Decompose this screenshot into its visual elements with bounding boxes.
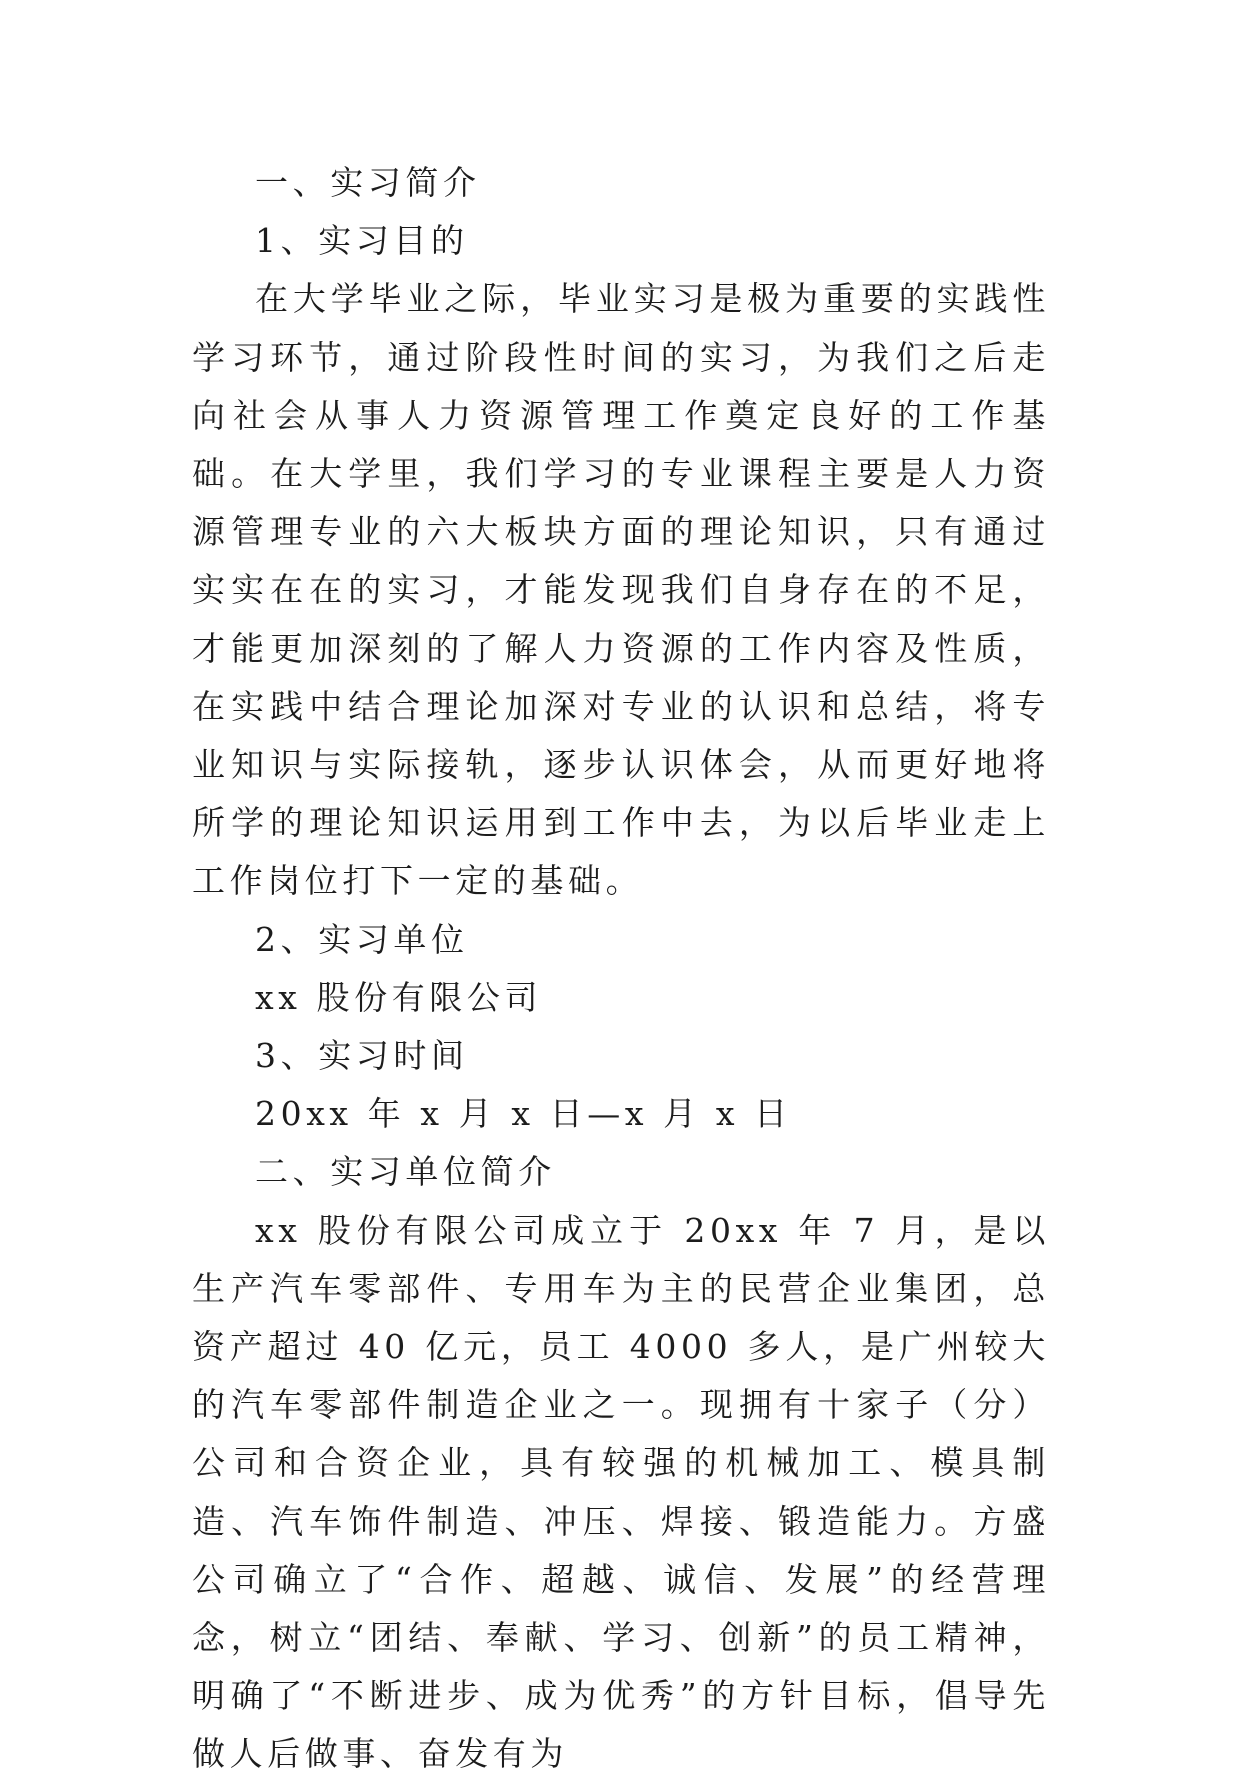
document-body xyxy=(192,154,1050,1784)
paragraph-internship-purpose: 在大学毕业之际，毕业实习是极为重要的实践性学习环节，通过阶段性时间的实习，为我们之后走向社会从事人力资源管理工作奠定良好的工作基础。在大学里，我们学习的专业课程主要是人力资源管理专业的六大板块方面的理论知识，只有通过实实在在的实习，才能发现我们自身存在的不足，才能更加深刻的了解人力资源的工作内容及性质，在实践中结合理论加深对专业的认识和总结，将专业知识与实际接轨，逐步认识体会，从而更好地将所学的理论知识运用到工作中去，为以后毕业走上工作岗位打下一定的基础。 xyxy=(192,279,1050,901)
section-heading-internship-intro: 一、实习简介 xyxy=(255,163,481,202)
subheading-internship-time: 3、实习时间 xyxy=(255,1036,469,1076)
subheading-internship-unit: 2、实习单位 xyxy=(255,919,469,959)
subheading-internship-purpose: 1、实习目的 xyxy=(255,221,469,261)
paragraph-company-name: xx 股份有限公司 xyxy=(255,977,543,1017)
paragraph-internship-dates: 20xx 年 x 月 x 日—x 月 x 日 xyxy=(255,1094,792,1134)
section-heading-company-intro: 二、实习单位简介 xyxy=(255,1152,556,1192)
paragraph-company-intro: xx 股份有限公司成立于 20xx 年 7 月，是以生产汽车零部件、专用车为主的民营企业集团，总资产超过 40 亿元，员工 4000 多人，是广州较大的汽车零部件制造企业之一。现拥有十家子（分）公司和合资企业，具有较强的机械加工、模具制造、汽车饰件制造、冲压、焊接、锻造能力。方盛公司确立了“合作、超越、诚信、发展”的经营理念，树立“团结、奉献、学习、创新”的员工精神，明确了“不断进步、成为优秀”的方针目标，倡导先做人后做事、奋发有为 xyxy=(192,1210,1050,1774)
